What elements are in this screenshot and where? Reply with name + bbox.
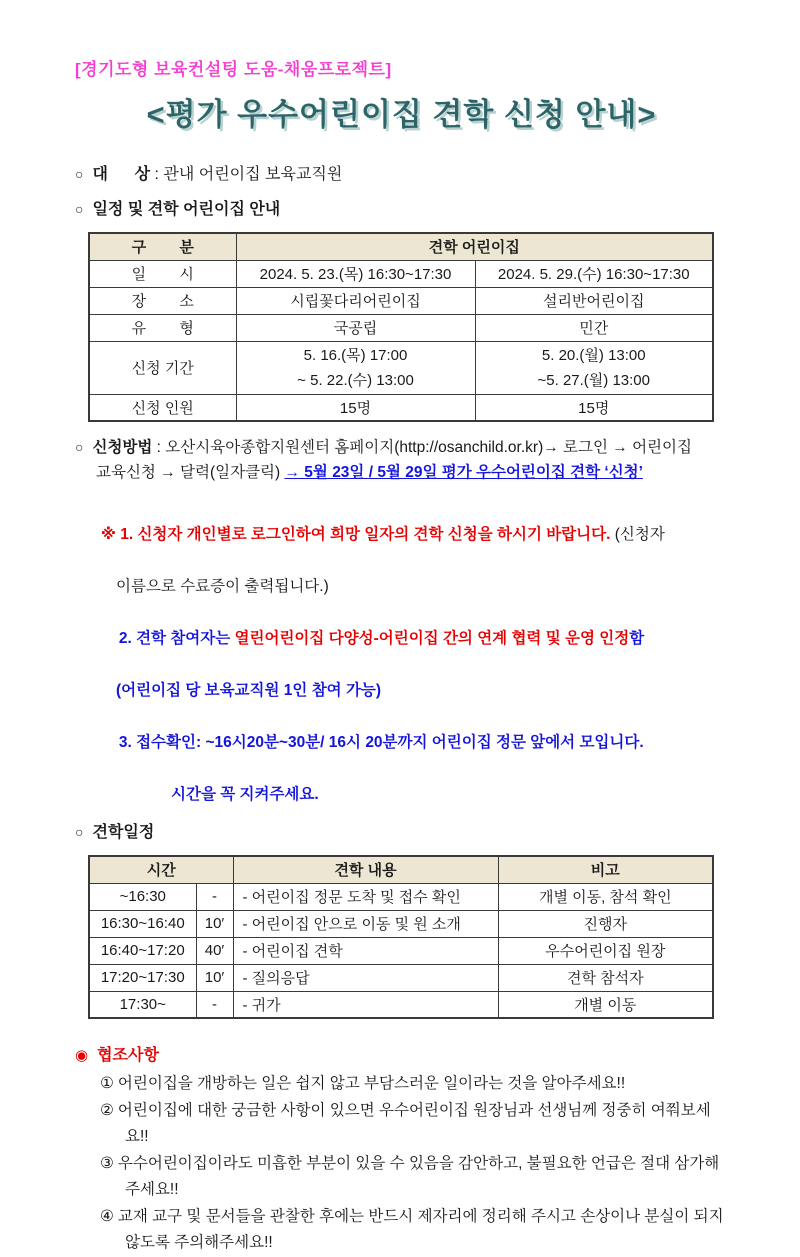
note-1-red-text: 신청자 개인별로 로그인하여 희망 일자의 견학 신청을 하시기 바랍니다.	[137, 526, 611, 543]
row-label-place: 장 소	[89, 287, 236, 314]
time-cell: ~16:30	[89, 883, 196, 910]
duration-cell: -	[196, 883, 233, 910]
table-row	[89, 314, 713, 341]
content-cell: - 어린이집 안으로 이동 및 원 소개	[233, 910, 498, 937]
note-2-line1	[75, 600, 728, 678]
apply-separator: :	[152, 439, 166, 456]
type-a: 국공립	[236, 314, 475, 341]
note-cell: 개별 이동, 참석 확인	[498, 883, 713, 910]
datetime-b: 2024. 5. 29.(수) 16:30~17:30	[475, 260, 713, 287]
note-3-line1	[75, 704, 728, 782]
content-cell: - 어린이집 견학	[233, 937, 498, 964]
period-b-line1: 5. 20.(월) 13:00	[541, 346, 646, 364]
note-1-number: 1.	[120, 526, 138, 543]
table-header-row	[89, 233, 713, 260]
notes-block	[75, 496, 728, 808]
content-cell: - 귀가	[233, 991, 498, 1018]
note-cell: 우수어린이집 원장	[498, 937, 713, 964]
content-cell: - 어린이집 정문 도착 및 접수 확인	[233, 883, 498, 910]
header-centers: 견학 어린이집	[236, 233, 713, 260]
count-a: 15명	[236, 394, 475, 421]
target-label: 대 상	[92, 166, 151, 183]
row-label-count: 신청 인원	[89, 394, 236, 421]
item-text: 교재 교구 및 문서들을 관찰한 후에는 반드시 제자리에 정리해 주시고 손상이나 분실이 되지 않도록 주의해주세요!!	[117, 1207, 724, 1251]
list-item	[75, 1071, 728, 1098]
duration-cell: -	[196, 991, 233, 1018]
note-2-blue-text2: 함	[629, 630, 645, 647]
count-b: 15명	[475, 394, 713, 421]
item-number-1-icon: ①	[100, 1075, 114, 1092]
note-1-line2: 이름으로 수료증이 출력됩니다.)	[116, 578, 329, 595]
apply-text-line2: 교육신청 → 달력(일자클릭)	[96, 464, 285, 481]
time-cell: 17:20~17:30	[89, 964, 196, 991]
note-3-line2: 시간을 꼭 지켜주세요.	[171, 786, 319, 803]
target-value: 관내 어린이집 보육교직원	[163, 166, 343, 183]
apply-link[interactable]: → 5월 23일 / 5월 29일 평가 우수어린이집 견학 ‘신청’	[284, 464, 643, 481]
duration-cell: 10′	[196, 964, 233, 991]
content-cell: - 질의응답	[233, 964, 498, 991]
duration-cell: 40′	[196, 937, 233, 964]
circle-bullet-icon: ○	[75, 166, 84, 182]
datetime-a: 2024. 5. 23.(목) 16:30~17:30	[236, 260, 475, 287]
table-row	[89, 260, 713, 287]
note-2-number: 2.	[118, 630, 137, 647]
item-number-3-icon: ③	[100, 1154, 114, 1172]
note-3-number: 3.	[118, 734, 137, 751]
duration-cell: 10′	[196, 910, 233, 937]
type-b: 민간	[475, 314, 713, 341]
period-a	[236, 341, 475, 394]
apply-label: 신청방법	[92, 439, 153, 456]
row-label-type: 유 형	[89, 314, 236, 341]
item-text: 어린이집을 개방하는 일은 쉽지 않고 부담스러운 일이라는 것을 알아주세요!!	[117, 1075, 626, 1092]
row-label-datetime: 일 시	[89, 260, 236, 287]
note-cell: 진행자	[498, 910, 713, 937]
list-item	[75, 1204, 728, 1257]
circle-bullet-icon: ○	[75, 201, 84, 217]
note-2-blue-text: 견학 참여자는	[136, 630, 235, 647]
note-cell: 견학 참석자	[498, 964, 713, 991]
table-header-row	[89, 856, 713, 883]
time-cell: 17:30~	[89, 991, 196, 1018]
itinerary-heading	[75, 819, 728, 842]
header-note: 비고	[498, 856, 713, 883]
note-1-line1	[75, 496, 728, 574]
time-cell: 16:40~17:20	[89, 937, 196, 964]
itinerary-table	[88, 855, 714, 1019]
item-number-4-icon: ④	[100, 1207, 114, 1225]
table-row	[89, 964, 713, 991]
note-2-red-text: 열린어린이집 다양성-어린이집 간의 연계 협력 및 운영 인정	[234, 630, 630, 647]
note-1-black-text: (신청자	[610, 526, 665, 543]
note-mark: ※	[100, 526, 121, 543]
table-row	[89, 937, 713, 964]
apply-line1	[75, 435, 728, 460]
table-row	[89, 991, 713, 1018]
row-label-period: 신청 기간	[89, 341, 236, 394]
period-b	[475, 341, 713, 394]
place-b: 설리반어린이집	[475, 287, 713, 314]
table-row	[89, 394, 713, 421]
header-time: 시간	[89, 856, 233, 883]
note-3-text: 접수확인: ~16시20분~30분/ 16시 20분까지 어린이집 정문 앞에서 모입니다.	[136, 734, 644, 751]
circle-bullet-icon: ○	[75, 439, 84, 455]
fisheye-bullet-icon: ◉	[75, 1047, 89, 1064]
table-row	[89, 910, 713, 937]
target-line	[75, 161, 728, 184]
item-text: 우수어린이집이라도 미흡한 부분이 있을 수 있음을 감안하고, 불필요한 언급은 절대 삼가해주세요!!	[117, 1154, 720, 1198]
place-a: 시립꽃다리어린이집	[236, 287, 475, 314]
circle-bullet-icon: ○	[75, 824, 84, 840]
target-separator: :	[150, 166, 164, 183]
cooperation-list	[75, 1071, 728, 1257]
itinerary-heading-label: 견학일정	[92, 824, 155, 841]
schedule-heading-label: 일정 및 견학 어린이집 안내	[92, 201, 281, 218]
period-a-line1: 5. 16.(목) 17:00	[303, 346, 408, 364]
list-item	[75, 1098, 728, 1151]
apply-text-line1: 오산시육아종합지원센터 홈페이지(http://osanchild.or.kr)→ 로그인 → 어린이집	[165, 439, 692, 456]
item-text: 어린이집에 대한 궁금한 사항이 있으면 우수어린이집 원장님과 선생님께 정중히 여쭤보세요!!	[117, 1101, 711, 1145]
visit-info-table	[88, 232, 714, 422]
list-item	[75, 1151, 728, 1204]
cooperation-heading	[75, 1042, 728, 1065]
header-content: 견학 내용	[233, 856, 498, 883]
table-row	[89, 341, 713, 394]
table-row	[89, 883, 713, 910]
project-subtitle: [경기도형 보육컨설팅 도움-채움프로젝트]	[75, 60, 392, 79]
period-a-line2: ~ 5. 22.(수) 13:00	[297, 371, 414, 389]
note-2-line2: (어린이집 당 보육교직원 1인 참여 가능)	[116, 682, 382, 699]
time-cell: 16:30~16:40	[89, 910, 196, 937]
note-cell: 개별 이동	[498, 991, 713, 1018]
apply-line2	[75, 460, 728, 485]
header-category: 구 분	[89, 233, 236, 260]
table-row	[89, 287, 713, 314]
period-b-line2: ~5. 27.(월) 13:00	[537, 371, 650, 389]
item-number-2-icon: ②	[100, 1101, 114, 1119]
page-title: <평가 우수어린이집 견학 신청 안내>	[146, 97, 657, 132]
cooperation-heading-label: 협조사항	[97, 1047, 159, 1064]
schedule-heading	[75, 196, 728, 219]
apply-method-paragraph	[75, 435, 728, 485]
